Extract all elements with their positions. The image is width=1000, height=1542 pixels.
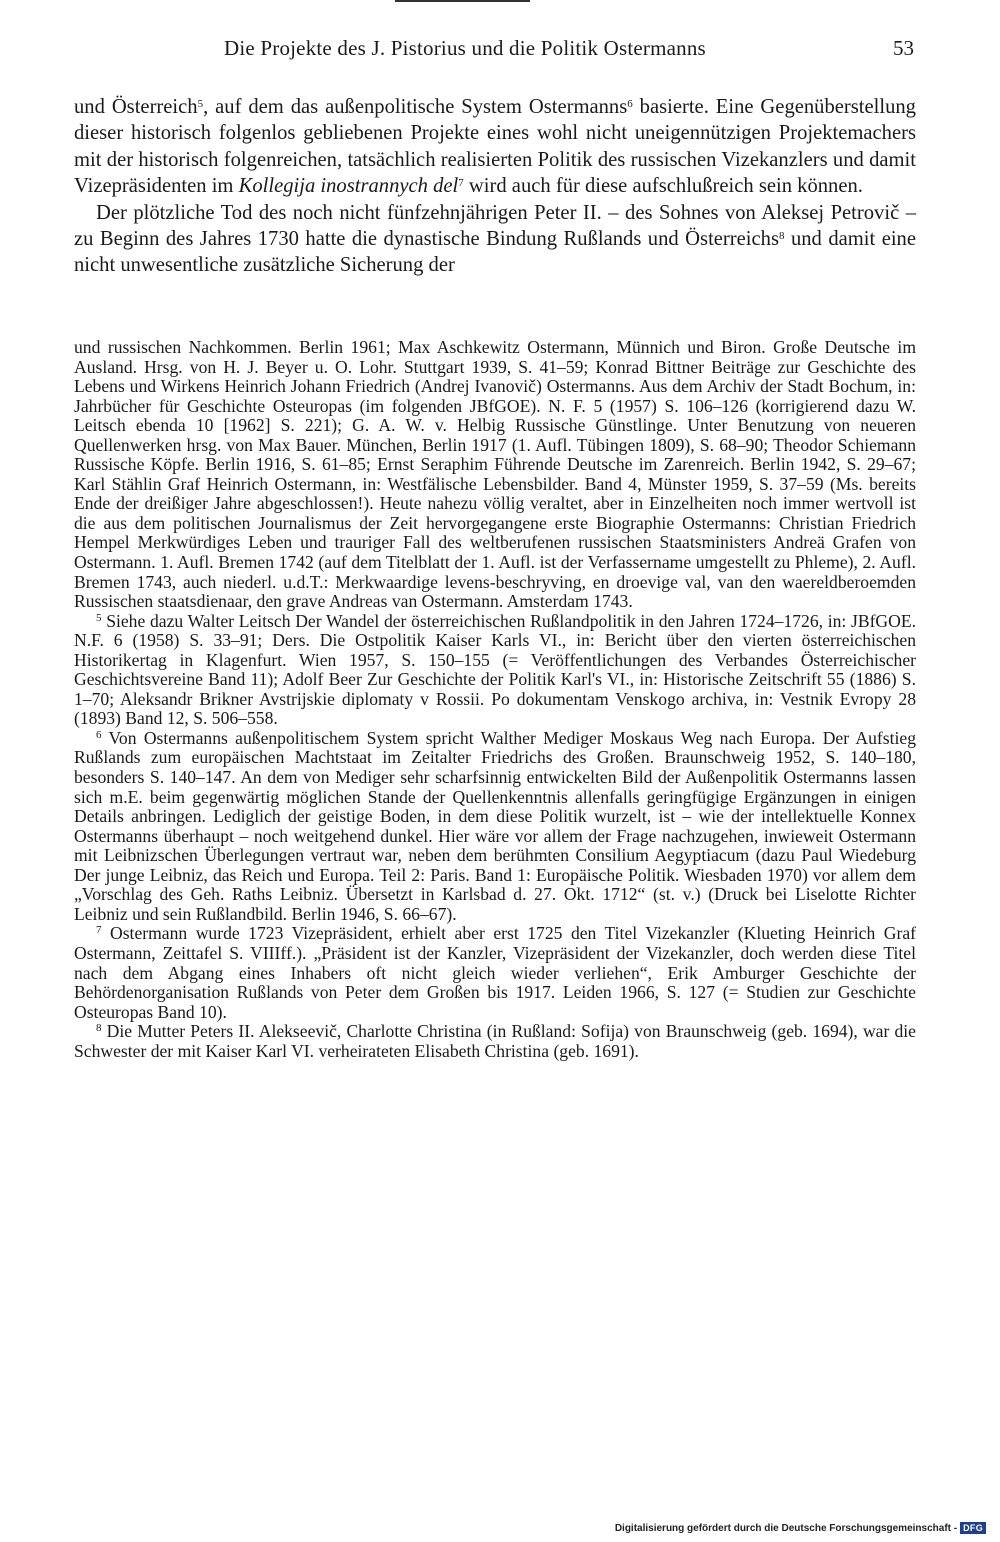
page-title: Die Projekte des J. Pistorius und die Politik Ostermanns [224, 36, 706, 60]
top-rule [395, 0, 530, 2]
footnote-ref[interactable]: 7 [458, 177, 464, 190]
dfg-logo: DFG [960, 1522, 986, 1534]
digitization-credit [615, 1522, 986, 1534]
paragraph: Der plötzliche Tod des noch nicht fünfzehnjährigen Peter II. – des Sohnes von Aleksej Petrovič – zu Beginn des Jahres 1730 hatte die dynastische Bindung Rußlands und Österreichs$^8$ und damit eine nicht unwesentliche zusätzliche Sicherung der [74, 201, 916, 277]
footnote-number: 5 [96, 611, 102, 624]
footnote-8: $^8$ Die Mutter Peters II. Alekseevič, Charlotte Christina (in Rußland: Sofija) von Braunschweig (geb. 1694), war die Schwester der mit Kaiser Karl VI. verheirateten Elisabeth Christina (geb. 1691). [74, 1021, 916, 1061]
footnote-5: $^5$ Siehe dazu Walter Leitsch Der Wandel der österreichischen Rußlandpolitik in den Jahren 1724–1726, in: JBfGOE. N.F. 6 (1958) S. 33–91; Ders. Die Ostpolitik Kaiser Karls VI., in: Bericht über den vierten österreichischen Historikertag in Klagenfurt. Wien 1957, S. 150–155 (= Veröffentlichungen des Verbandes Österreichischer Geschichtsvereine Band 11); Adolf Beer Zur Geschichte der Politik Karl's VI., in: Historische Zeitschrift 55 (1886) S. 1–70; Aleksandr Brikner Avstrijskie diplomaty v Rossii. Po dokumentam Venskogo archiva, in: Vestnik Evropy 28 (1893) Band 12, S. 506–558. [74, 610, 916, 729]
footnotes [74, 338, 916, 1061]
footnote-continuation: und russischen Nachkommen. Berlin 1961; Max Aschkewitz Ostermann, Münnich und Biron. Große Deutsche im Ausland. Hrsg. von H. J. Beyer u. O. Lohr. Stuttgart 1939, S. 41–59; Konrad Bittner Beiträge zur Geschichte des Lebens und Wirkens Heinrich Johann Friedrich (Andrej Ivanovič) Ostermanns. Aus dem Archiv der Stadt Bochum, in: Jahrbücher für Geschichte Osteuropas (im folgenden JBfGOE). N. F. 5 (1957) S. 106–126 (korrigierend dazu W. Leitsch ebenda 10 [1962] S. 221); G. A. W. v. Helbig Russische Günstlinge. Unter Benutzung von neueren Quellenwerken hrsg. von Max Bauer. München, Berlin 1917 (1. Aufl. Tübingen 1809), S. 68–90; Theodor Schiemann Russische Köpfe. Berlin 1916, S. 61–85; Ernst Seraphim Führende Deutsche im Zarenreich. Berlin 1942, S. 29–67; Karl Stählin Graf Heinrich Ostermann, in: Westfälische Lebensbilder. Band 4, Münster 1959, S. 37–59 (Ms. bereits Ende der dreißiger Jahre abgeschlossen!). Heute nahezu völlig veraltet, aber in Einzelheiten noch immer wertvoll ist die aus dem politischen Journalismus der Zeit hervorgegangene erste Biographie Ostermanns: Christian Friedrich Hempel Merkwürdiges Leben und trauriger Fall des weltberufenen russischen Staatsministers Andreä Grafen von Ostermann. 1. Aufl. Bremen 1742 (auf dem Titelblatt der 1. Aufl. ist der Verfassername umgestellt zu Phleme), 2. Aufl. Bremen 1743, auch niederl. u.d.T.: Merkwaardige levens-beschryving, en droevige val, van den waereldberoemden Russischen staatsdienaar, den grave Andreas van Ostermann. Amsterdam 1743. [74, 337, 916, 612]
credit-text: Digitalisierung gefördert durch die Deutsche Forschungsgemeinschaft - [614, 1522, 958, 1534]
footnote-ref[interactable]: 8 [778, 230, 785, 243]
italic-term: Kollegija inostrannych del [238, 175, 459, 198]
footnote-6: $^6$ Von Ostermanns außenpolitischem System spricht Walther Mediger Moskaus Weg nach Europa. Der Aufstieg Rußlands zum europäischen Machtstaat im Zeitalter Friedrichs des Großen. Braunschweig 1952, S. 140–180, besonders S. 140–147. An dem von Mediger sehr scharfsinnig entwickelten Bild der Außenpolitik Ostermanns lassen sich m.E. beim gegenwärtig möglichen Stande der Quellenkenntnis allenfalls geringfügige Ergänzungen in einigen Details anbringen. Lediglich der geistige Boden, in dem diese Politik wurzelt, ist – wie der intellektuelle Konnex Ostermanns überhaupt – noch weitgehend dunkel. Hier wäre vor allem der Frage nachzugehen, inwieweit Ostermann mit Leibnizschen Überlegungen vertraut war, neben dem berühmten Consilium Aegyptiacum (dazu Paul Wiedeburg Der junge Leibniz, das Reich und Europa. Teil 2: Paris. Band 1: Europäische Politik. Wiesbaden 1970) vor allem dem „Vorschlag des Geh. Raths Leibniz. Übersetzt in Karlsbad d. 27. Okt. 1712“ (st. v.) (Druck bei Liselotte Richter Leibniz und sein Rußlandbild. Berlin 1946, S. 66–67). [74, 727, 916, 924]
footnote-number: 6 [96, 728, 102, 741]
footnote-ref[interactable]: 5 [197, 98, 204, 110]
page-number: 53 [893, 36, 914, 60]
footnote-ref[interactable]: 6 [627, 98, 633, 110]
footnote-number: 7 [96, 924, 102, 937]
footnote-number: 8 [96, 1022, 102, 1035]
main-text [74, 94, 916, 279]
paragraph: und Österreich$^5$, auf dem das außenpolitische System Ostermanns$^6$ basierte. Eine Gegenüberstellung dieser historisch folgenlos gebliebenen Projekte eines wohl nicht uneigennützigen Projektemachers mit der historisch folgenreichen, tatsächlich realisierten Politik des russischen Vizekanzlers und damit Vizepräsidenten im Kollegija inostrannych del$^7$ wird auch für diese aufschlußreich sein können. [74, 96, 916, 198]
footnote-7: $^7$ Ostermann wurde 1723 Vizepräsident, erhielt aber erst 1725 den Titel Vizekanzler (Klueting Heinrich Graf Ostermann, Zeittafel S. VIIIff.). „Präsident ist der Kanzler, Vizepräsident der Vizekanzler, doch werden diese Titel nach dem Abgang eines Inhabers oft nicht gleich wieder verliehen“, Erik Amburger Geschichte der Behördenorganisation Rußlands von Peter dem Großen bis 1917. Leiden 1966, S. 127 (= Studien zur Geschichte Osteuropas Band 10). [74, 923, 916, 1022]
running-head [74, 36, 914, 66]
